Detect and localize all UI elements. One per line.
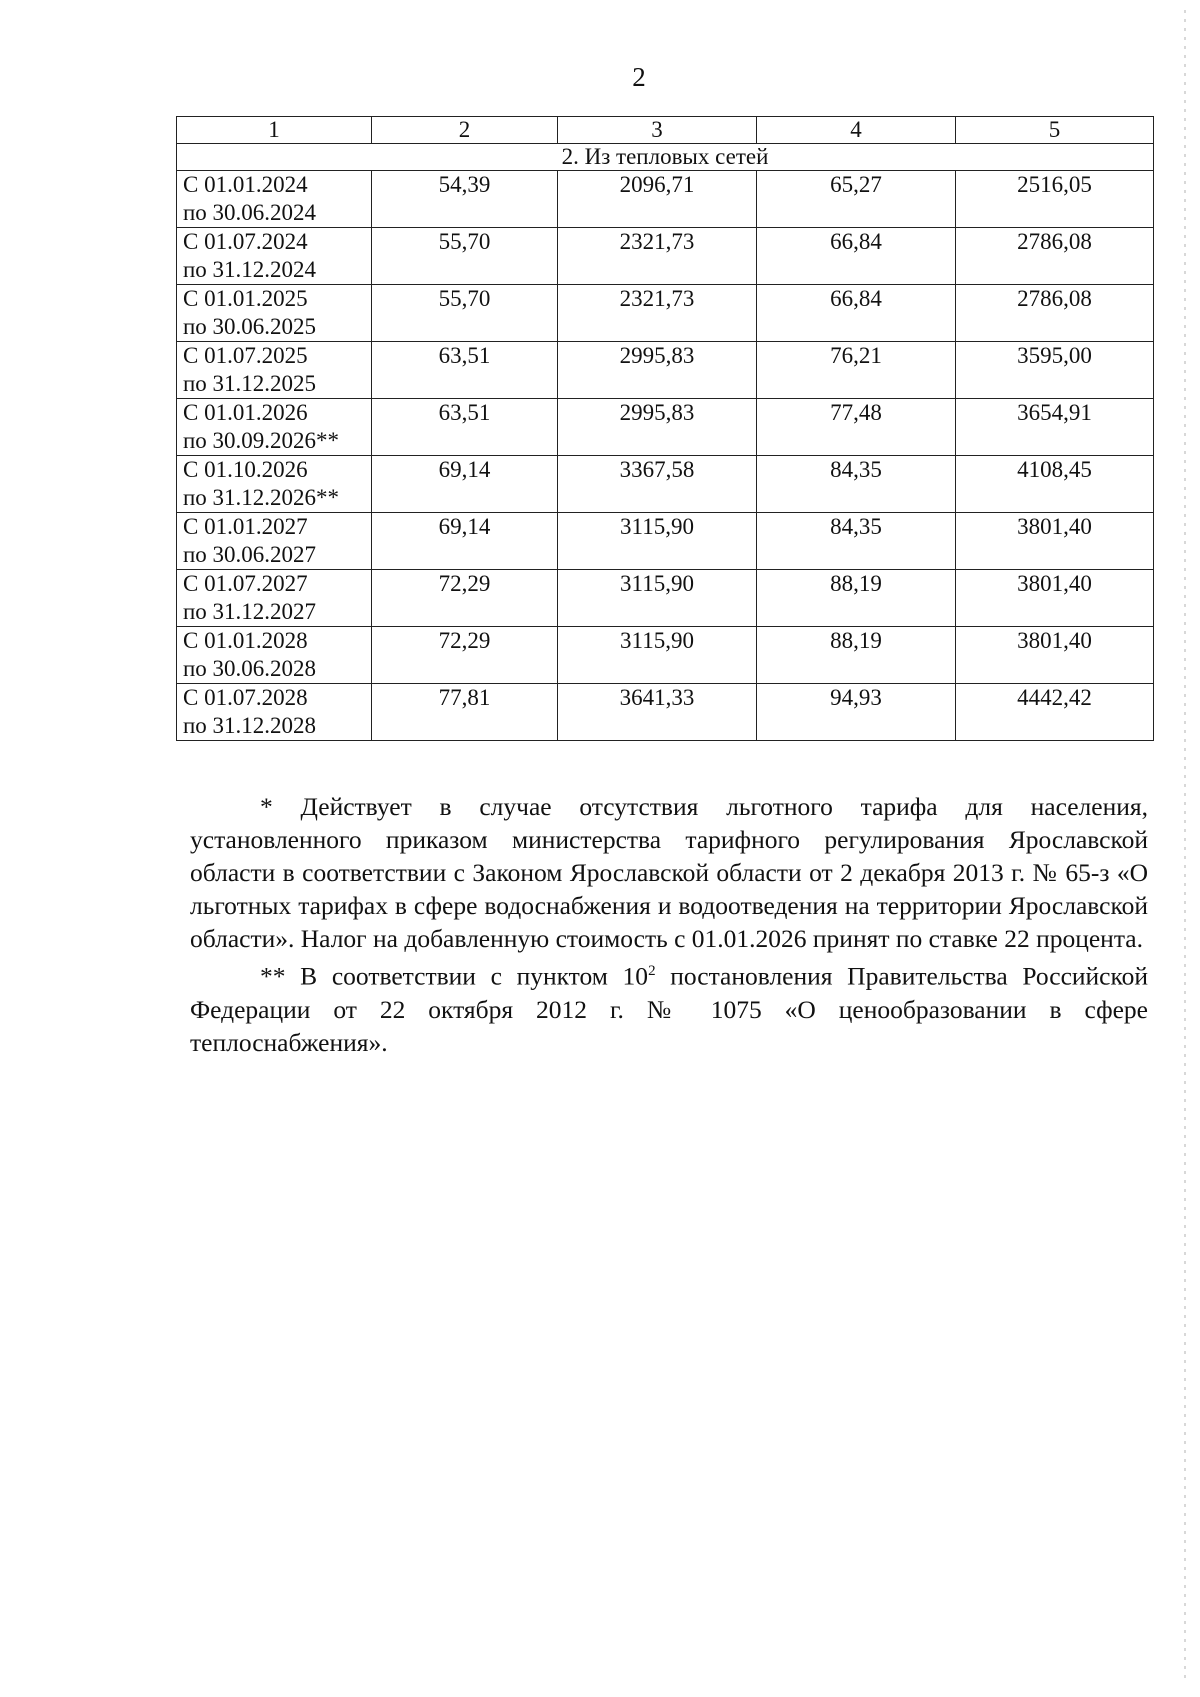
table-row bbox=[177, 342, 1154, 399]
value-cell-c2: 69,14 bbox=[372, 456, 558, 513]
table-row bbox=[177, 399, 1154, 456]
table-row bbox=[177, 228, 1154, 285]
period-from: С 01.07.2027 bbox=[183, 571, 308, 596]
table-row bbox=[177, 171, 1154, 228]
footnote-2 bbox=[190, 955, 1148, 1059]
period-from: С 01.01.2027 bbox=[183, 514, 308, 539]
period-from: С 01.01.2025 bbox=[183, 286, 308, 311]
period-from: С 01.10.2026 bbox=[183, 457, 308, 482]
value-cell-c4: 66,84 bbox=[757, 285, 956, 342]
value-cell-c4: 65,27 bbox=[757, 171, 956, 228]
table-row bbox=[177, 285, 1154, 342]
value-cell-c2: 63,51 bbox=[372, 399, 558, 456]
period-to: по 31.12.2027 bbox=[183, 599, 317, 624]
period-cell bbox=[177, 342, 372, 399]
value-cell-c5: 3595,00 bbox=[956, 342, 1154, 399]
value-cell-c5: 2516,05 bbox=[956, 171, 1154, 228]
value-cell-c3: 3641,33 bbox=[558, 684, 757, 741]
value-cell-c2: 69,14 bbox=[372, 513, 558, 570]
period-cell bbox=[177, 285, 372, 342]
table-row bbox=[177, 570, 1154, 627]
column-number: 3 bbox=[558, 117, 757, 144]
value-cell-c4: 76,21 bbox=[757, 342, 956, 399]
period-cell bbox=[177, 513, 372, 570]
period-cell bbox=[177, 456, 372, 513]
value-cell-c4: 66,84 bbox=[757, 228, 956, 285]
column-number: 5 bbox=[956, 117, 1154, 144]
footnote-2-superscript: 2 bbox=[648, 963, 656, 979]
page-number: 2 bbox=[632, 62, 646, 92]
period-to: по 31.12.2028 bbox=[183, 713, 317, 738]
value-cell-c5: 4108,45 bbox=[956, 456, 1154, 513]
period-from: С 01.07.2024 bbox=[183, 229, 308, 254]
value-cell-c3: 3115,90 bbox=[558, 513, 757, 570]
value-cell-c3: 3115,90 bbox=[558, 627, 757, 684]
period-from: С 01.01.2026 bbox=[183, 400, 308, 425]
value-cell-c4: 94,93 bbox=[757, 684, 956, 741]
value-cell-c5: 3801,40 bbox=[956, 627, 1154, 684]
period-to: по 31.12.2025 bbox=[183, 371, 317, 396]
period-cell bbox=[177, 627, 372, 684]
footnotes bbox=[190, 790, 1148, 1059]
period-to: по 30.06.2027 bbox=[183, 542, 317, 567]
period-from: С 01.07.2028 bbox=[183, 685, 308, 710]
value-cell-c2: 63,51 bbox=[372, 342, 558, 399]
footnote-1: * Действует в случае отсутствия льготного тарифа для населения, установленного приказом министерства тарифного регулирования Ярославской области в соответствии с Законом Ярославской области от 2 декабря 2013 г. № 65-з «О льготных тарифах в сфере водоснабжения и водоотведения на территории Ярославской области». Налог на добавленную стоимость с 01.01.2026 принят по ставке 22 процента. bbox=[190, 792, 1148, 953]
period-cell bbox=[177, 228, 372, 285]
value-cell-c2: 77,81 bbox=[372, 684, 558, 741]
value-cell-c5: 3654,91 bbox=[956, 399, 1154, 456]
value-cell-c2: 72,29 bbox=[372, 570, 558, 627]
section-row bbox=[177, 144, 1154, 171]
period-from: С 01.07.2025 bbox=[183, 343, 308, 368]
period-cell bbox=[177, 399, 372, 456]
table-row bbox=[177, 627, 1154, 684]
column-number: 2 bbox=[372, 117, 558, 144]
tariff-table bbox=[176, 116, 1154, 741]
period-to: по 30.06.2024 bbox=[183, 200, 317, 225]
value-cell-c5: 3801,40 bbox=[956, 570, 1154, 627]
column-number: 1 bbox=[177, 117, 372, 144]
column-number: 4 bbox=[757, 117, 956, 144]
period-cell bbox=[177, 684, 372, 741]
value-cell-c2: 54,39 bbox=[372, 171, 558, 228]
value-cell-c3: 2321,73 bbox=[558, 228, 757, 285]
period-from: С 01.01.2028 bbox=[183, 628, 308, 653]
value-cell-c4: 88,19 bbox=[757, 570, 956, 627]
period-to: по 30.06.2025 bbox=[183, 314, 317, 339]
value-cell-c4: 84,35 bbox=[757, 456, 956, 513]
table-row bbox=[177, 456, 1154, 513]
scan-edge-marks bbox=[1184, 10, 1186, 1680]
footnote-2-text-cont: постановления Правительства Российской Федерации от 22 октября 2012 г. № 1075 «О ценообразовании в сфере теплоснабжения». bbox=[190, 961, 1148, 1057]
value-cell-c2: 55,70 bbox=[372, 228, 558, 285]
value-cell-c3: 3367,58 bbox=[558, 456, 757, 513]
period-to: по 30.09.2026** bbox=[183, 428, 340, 453]
value-cell-c2: 55,70 bbox=[372, 285, 558, 342]
value-cell-c3: 2995,83 bbox=[558, 399, 757, 456]
period-cell bbox=[177, 171, 372, 228]
value-cell-c5: 2786,08 bbox=[956, 228, 1154, 285]
value-cell-c5: 4442,42 bbox=[956, 684, 1154, 741]
value-cell-c2: 72,29 bbox=[372, 627, 558, 684]
value-cell-c3: 2995,83 bbox=[558, 342, 757, 399]
value-cell-c4: 88,19 bbox=[757, 627, 956, 684]
period-from: С 01.01.2024 bbox=[183, 172, 308, 197]
value-cell-c3: 2321,73 bbox=[558, 285, 757, 342]
period-to: по 31.12.2026** bbox=[183, 485, 340, 510]
footnote-2-text: ** В соответствии с пунктом 10 bbox=[260, 961, 649, 991]
table-row bbox=[177, 684, 1154, 741]
value-cell-c4: 84,35 bbox=[757, 513, 956, 570]
column-number-row bbox=[177, 117, 1154, 144]
value-cell-c5: 2786,08 bbox=[956, 285, 1154, 342]
period-to: по 30.06.2028 bbox=[183, 656, 317, 681]
period-cell bbox=[177, 570, 372, 627]
value-cell-c3: 2096,71 bbox=[558, 171, 757, 228]
value-cell-c3: 3115,90 bbox=[558, 570, 757, 627]
value-cell-c5: 3801,40 bbox=[956, 513, 1154, 570]
section-title: 2. Из тепловых сетей bbox=[177, 144, 1154, 171]
value-cell-c4: 77,48 bbox=[757, 399, 956, 456]
table-row bbox=[177, 513, 1154, 570]
period-to: по 31.12.2024 bbox=[183, 257, 317, 282]
